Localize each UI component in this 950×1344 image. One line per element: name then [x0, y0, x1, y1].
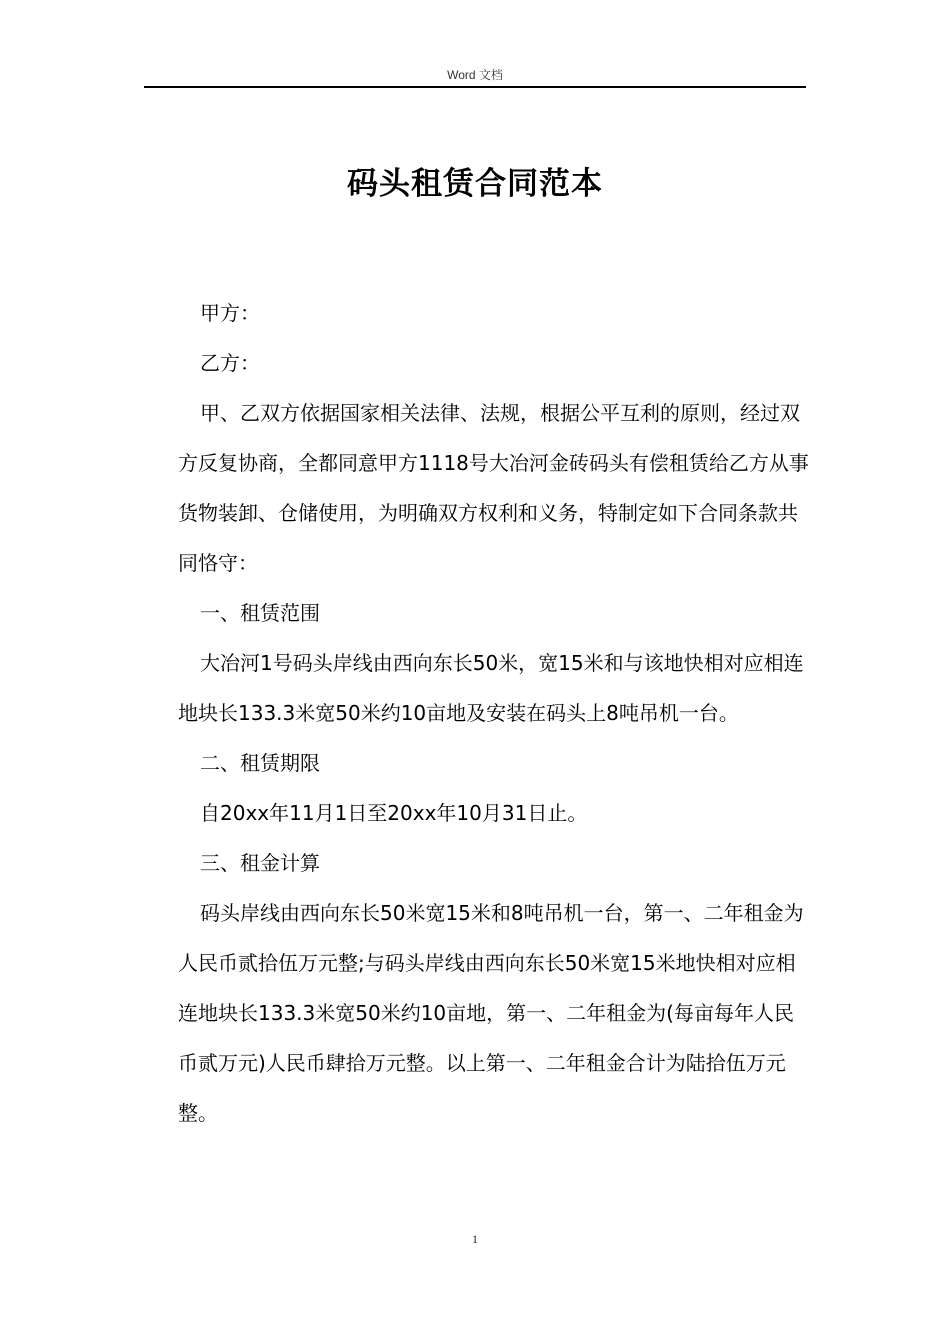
section-heading-rent: 三、租金计算: [200, 851, 320, 875]
header-divider: [144, 86, 806, 88]
preamble-paragraph: 甲、乙双方依据国家相关法律、法规，根据公平互利的原则，经过双方反复协商，全都同意甲方1118号大冶河金砖码头有偿租赁给乙方从事货物装卸、仓储使用，为明确双方权利和义务，特制定如下合同条款共同恪守：: [178, 401, 809, 575]
rent-paragraph: 码头岸线由西向东长50米宽15米和8吨吊机一台，第一、二年租金为人民币贰拾伍万元整;与码头岸线由西向东长50米宽15米地快相对应相连地块长133.3米宽50米约10亩地，第一、二年租金为(每亩每年人民币贰万元)人民币肆拾万元整。以上第一、二年租金合计为陆拾伍万元整。: [178, 901, 804, 1125]
page-number: 1: [472, 1232, 478, 1246]
document-body: [178, 288, 810, 1138]
page-header-label: Word 文档: [447, 68, 503, 82]
party-a-line: 甲方：: [200, 301, 260, 325]
term-paragraph: 自20xx年11月1日至20xx年10月31日止。: [200, 801, 588, 825]
section-heading-term: 二、租赁期限: [200, 751, 320, 775]
document-title: 码头租赁合同范本: [347, 166, 603, 202]
section-heading-scope: 一、租赁范围: [200, 601, 320, 625]
party-b-line: 乙方：: [200, 351, 260, 375]
scope-paragraph: 大冶河1号码头岸线由西向东长50米，宽15米和与该地快相对应相连地块长133.3米宽50米约10亩地及安装在码头上8吨吊机一台。: [178, 651, 804, 725]
